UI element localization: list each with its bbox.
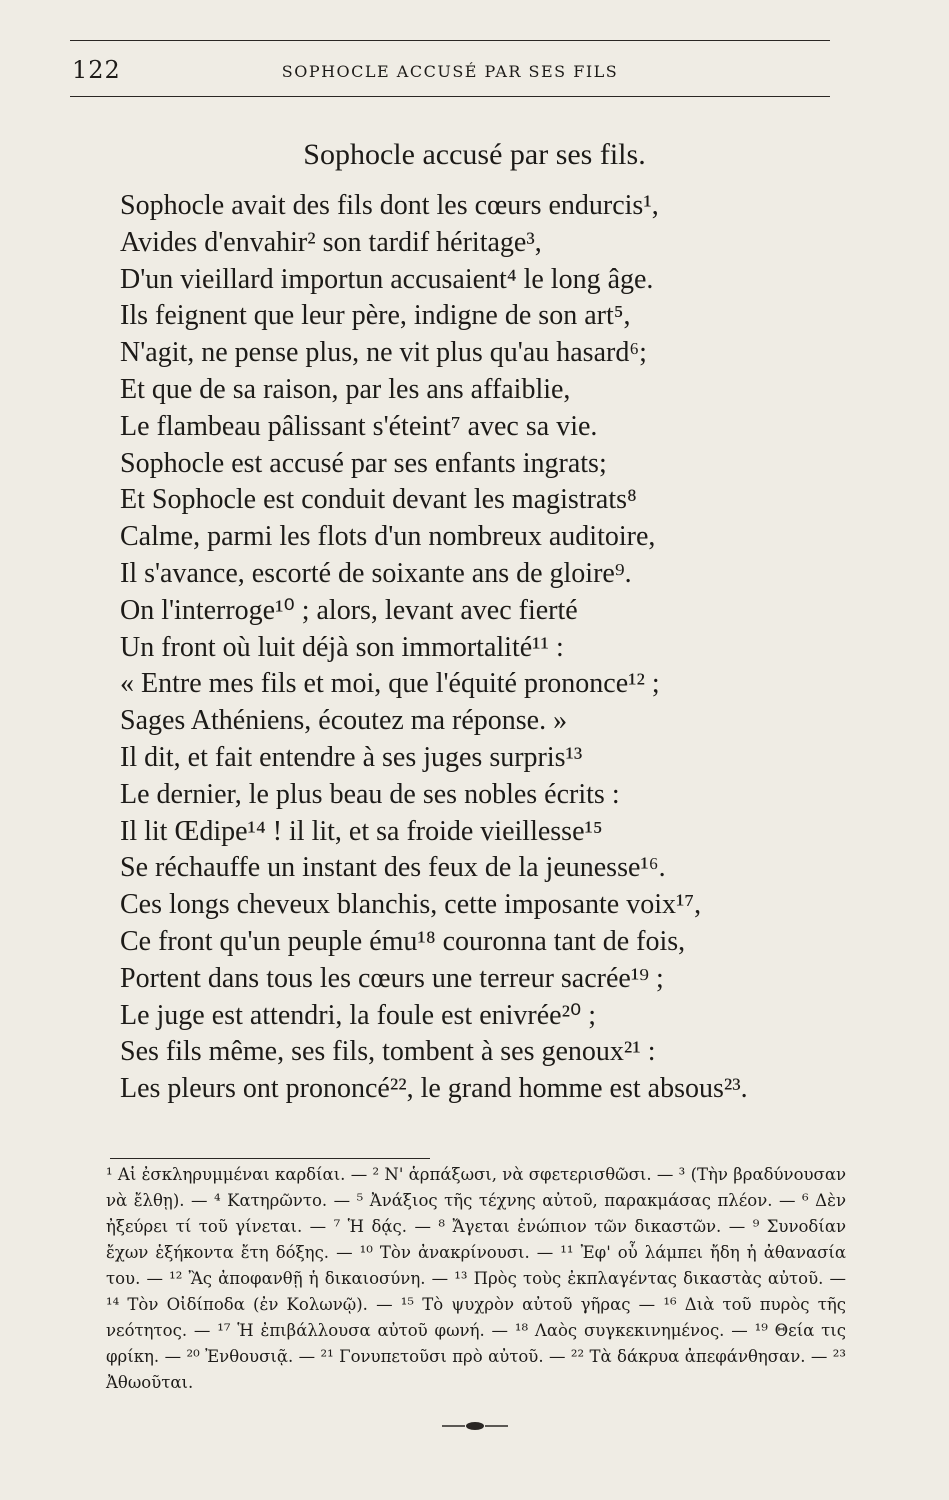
verse-line: Ces longs cheveux blanchis, cette imposante voix¹⁷,	[120, 889, 702, 921]
verse-line: Et que de sa raison, par les ans affaiblie,	[120, 373, 571, 405]
page-number: 122	[72, 56, 121, 84]
verse-line: Ce front qu'un peuple ému¹⁸ couronna tant de fois,	[120, 925, 686, 957]
verse-line: Calme, parmi les flots d'un nombreux auditoire,	[120, 521, 656, 553]
verse-line: Il dit, et fait entendre à ses juges surpris¹³	[120, 741, 583, 773]
verse-line: Portent dans tous les cœurs une terreur sacrée¹⁹ ;	[120, 962, 664, 994]
verse-line: Il lit Œdipe¹⁴ ! il lit, et sa froide vieillesse¹⁵	[120, 815, 603, 847]
poem-title: Sophocle accusé par ses fils.	[303, 138, 646, 171]
verse-line: Sophocle avait des fils dont les cœurs endurcis¹,	[120, 190, 659, 221]
footnotes: ¹ Αἱ ἐσκληρυμμέναι καρδίαι. — ² Ν' ἁρπάξωσι, νὰ σφετερισθῶσι. — ³ (Τὴν βραδύνουσαν νὰ ἔλθῃ). — ⁴ Κατηρῶντο. — ⁵ Ἀνάξιος τῆς τέχνης αὐτοῦ, παρακμάσας πλέον. — ⁶ Δὲν ἠξεύρει τί τοῦ γίνεται. — ⁷ Ἡ δᾴς. — ⁸ Ἄγεται ἐνώπιον τῶν δικαστῶν. — ⁹ Συνοδίαν ἔχων ἑξήκοντα ἔτη δόξης. — ¹⁰ Τὸν ἀνακρίνουσι. — ¹¹ Ἐφ' οὗ λάμπει ἤδη ἡ ἀθανασία του. — ¹² Ἂς ἀποφανθῇ ἡ δικαιοσύνη. — ¹³ Πρὸς τοὺς ἐκπλαγέντας δικαστὰς αὐτοῦ. — ¹⁴ Τὸν Οἰδίποδα (ἐν Κολωνῷ). — ¹⁵ Τὸ ψυχρὸν αὐτοῦ γῆρας — ¹⁶ Διὰ τοῦ πυρὸς τῆς νεότητος. — ¹⁷ Ἡ ἐπιβάλλουσα αὐτοῦ φωνή. — ¹⁸ Λαὸς συγκεκινημένος. — ¹⁹ Θεία τις φρίκη. — ²⁰ Ἐνθουσιᾷ. — ²¹ Γονυπετοῦσι πρὸ αὐτοῦ. — ²² Τὰ δάκρυα ἀπεφάνθησαν. — ²³ Ἀθωοῦται.	[106, 1165, 846, 1392]
verse-line: « Entre mes fils et moi, que l'équité prononce¹² ;	[120, 668, 660, 700]
verse-line: Les pleurs ont prononcé²², le grand homme est absous²³.	[120, 1073, 748, 1105]
verse-line: Ils feignent que leur père, indigne de son art⁵,	[120, 300, 631, 332]
ornament-flourish-icon	[440, 1420, 510, 1432]
running-title: SOPHOCLE ACCUSÉ PAR SES FILS	[281, 62, 619, 81]
page-header	[70, 56, 830, 86]
end-ornament-icon	[0, 1413, 949, 1437]
footnotes-rule	[110, 1158, 430, 1159]
verse-line: N'agit, ne pense plus, ne vit plus qu'au hasard⁶;	[120, 337, 647, 369]
verse-line: Et Sophocle est conduit devant les magistrats⁸	[120, 484, 637, 516]
verse-line: On l'interroge¹⁰ ; alors, levant avec fierté	[120, 594, 578, 626]
verse-line: Se réchauffe un instant des feux de la jeunesse¹⁶.	[120, 852, 666, 884]
verse-line: Un front où luit déjà son immortalité¹¹ :	[120, 631, 564, 663]
verse-line: Le juge est attendri, la foule est enivrée²⁰ ;	[120, 999, 596, 1031]
verse-line: Ses fils même, ses fils, tombent à ses genoux²¹ :	[120, 1036, 656, 1068]
verse-line: Le flambeau pâlissant s'éteint⁷ avec sa vie.	[120, 410, 598, 442]
header-bottom-rule	[70, 96, 830, 97]
header-top-rule	[70, 40, 830, 41]
verse-line: Le dernier, le plus beau de ses nobles écrits :	[120, 778, 620, 810]
verse-line: Avides d'envahir² son tardif héritage³,	[120, 226, 542, 258]
verse-line: Sophocle est accusé par ses enfants ingrats;	[120, 447, 607, 479]
verse-line: D'un vieillard importun accusaient⁴ le long âge.	[120, 263, 654, 295]
verse-line: Il s'avance, escorté de soixante ans de gloire⁹.	[120, 557, 632, 589]
poem-verses	[120, 188, 820, 1108]
verse-line: Sages Athéniens, écoutez ma réponse. »	[120, 705, 568, 737]
